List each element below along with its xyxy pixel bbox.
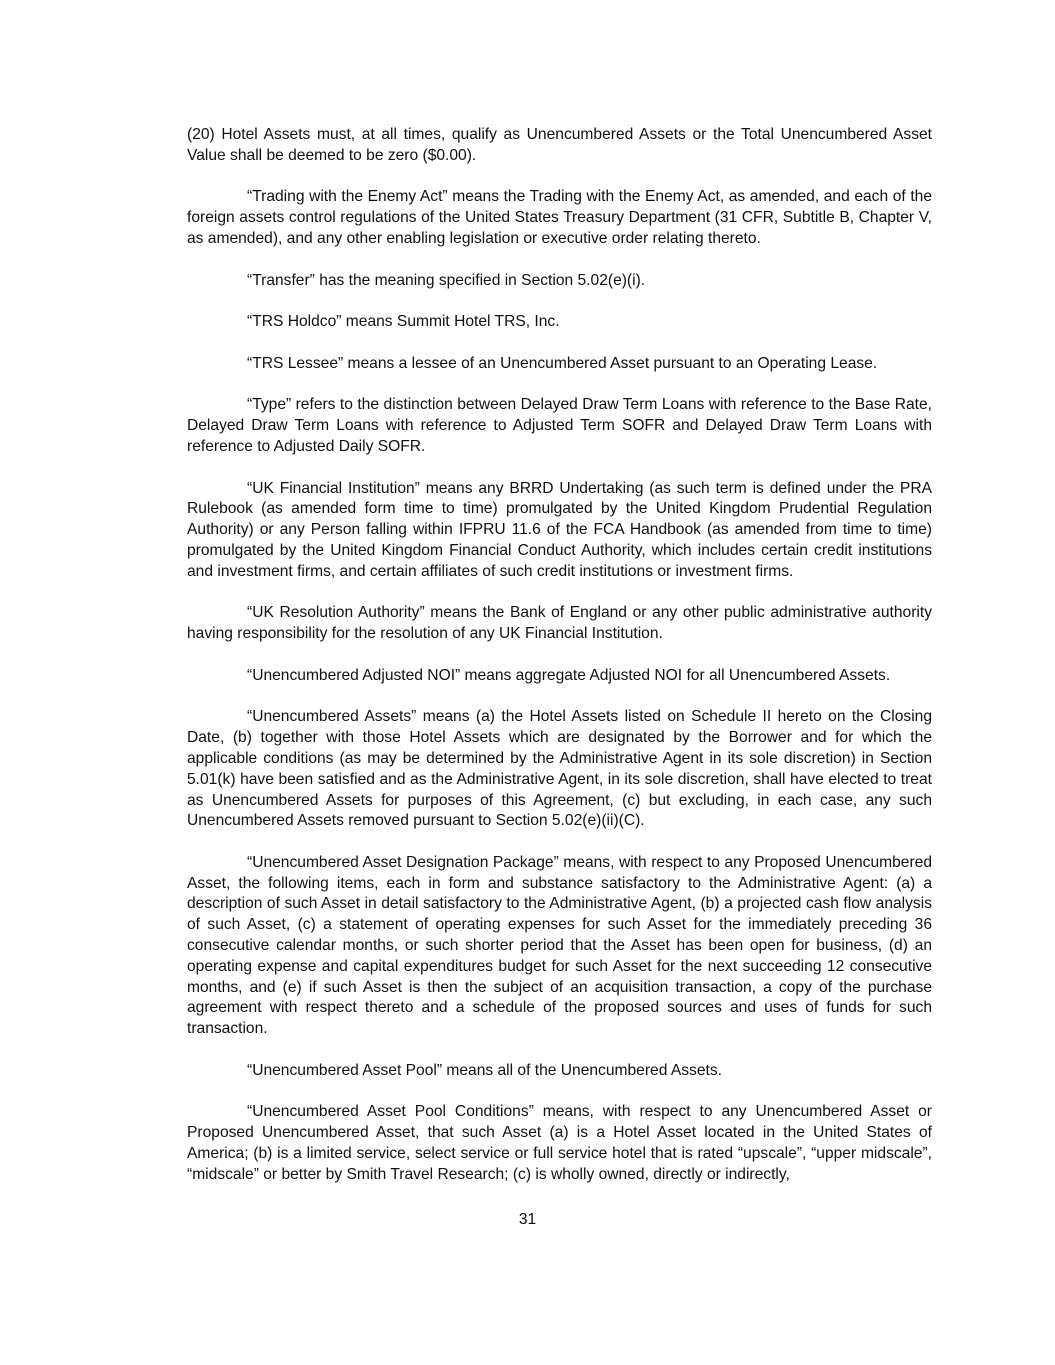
definition-unencumbered-asset-designation-package: “Unencumbered Asset Designation Package” means, with respect to any Proposed Unencumbered Asset, the following items, each in form and substance satisfactory to the Administrative Agent: (a) a description of such Asset in detail satisfactory to the Administrative Agent, (b) a projected cash flow analysis of such Asset, (c) a statement of operating expenses for such Asset for the immediately preceding 36 consecutive calendar months, or such shorter period that the Asset has been open for business, (d) an operating expense and capital expenditures budget for such Asset for the next succeeding 12 consecutive months, and (e) if such Asset is then the subject of an acquisition transaction, a copy of the purchase agreement with respect thereto and a schedule of the proposed sources and uses of funds for such transaction. <box>187 853 932 1038</box>
definition-trs-holdco: “TRS Holdco” means Summit Hotel TRS, Inc. <box>247 313 560 331</box>
definition-transfer: “Transfer” has the meaning specified in Section 5.02(e)(i). <box>247 271 646 289</box>
definition-uk-financial-institution: “UK Financial Institution” means any BRRD Undertaking (as such term is defined under the PRA Rulebook (as amended form time to time) promulgated by the United Kingdom Prudential Regulation Authority) or any Person falling within IFPRU 11.6 of the FCA Handbook (as amended from time to time) promulgated by the United Kingdom Financial Conduct Authority, which includes certain credit institutions and investment firms, and certain affiliates of such credit institutions or investment firms. <box>187 479 932 580</box>
definition-unencumbered-asset-pool-conditions: “Unencumbered Asset Pool Conditions” means, with respect to any Unencumbered Asset or Proposed Unencumbered Asset, that such Asset (a) is a Hotel Asset located in the United States of America; (b) is a limited service, select service or full service hotel that is rated “upscale”, “upper midscale”, “midscale” or better by Smith Travel Research; (c) is wholly owned, directly or indirectly, <box>187 1103 932 1183</box>
document-body <box>187 125 932 1186</box>
definition-unencumbered-assets: “Unencumbered Assets” means (a) the Hotel Assets listed on Schedule II hereto on the Closing Date, (b) together with those Hotel Assets which are designated by the Borrower and for which the applicable conditions (as may be determined by the Administrative Agent in its sole discretion) in Section 5.01(k) have been satisfied and as the Administrative Agent, in its sole discretion, shall have elected to treat as Unencumbered Assets for purposes of this Agreement, (c) but excluding, in each case, any such Unencumbered Assets removed pursuant to Section 5.02(e)(ii)(C). <box>187 708 932 830</box>
definition-uk-resolution-authority: “UK Resolution Authority” means the Bank of England or any other public administrative authority having responsibility for the resolution of any UK Financial Institution. <box>187 604 932 643</box>
definition-trading-with-the-enemy-act: “Trading with the Enemy Act” means the Trading with the Enemy Act, as amended, and each of the foreign assets control regulations of the United States Treasury Department (31 CFR, Subtitle B, Chapter V, as amended), and any other enabling legislation or executive order relating thereto. <box>187 188 932 247</box>
definition-trs-lessee: “TRS Lessee” means a lessee of an Unencumbered Asset pursuant to an Operating Lease. <box>247 354 878 372</box>
paragraph-hotel-assets-condition: (20) Hotel Assets must, at all times, qualify as Unencumbered Assets or the Total Unencumbered Asset Value shall be deemed to be zero ($0.00). <box>187 126 932 164</box>
definition-type: “Type” refers to the distinction between Delayed Draw Term Loans with reference to the Base Rate, Delayed Draw Term Loans with reference to Adjusted Term SOFR and Delayed Draw Term Loans with reference to Adjusted Daily SOFR. <box>187 396 932 455</box>
definition-unencumbered-adjusted-noi: “Unencumbered Adjusted NOI” means aggregate Adjusted NOI for all Unencumbered Assets. <box>247 666 891 684</box>
definition-unencumbered-asset-pool: “Unencumbered Asset Pool” means all of the Unencumbered Assets. <box>247 1061 722 1079</box>
page-number: 31 <box>518 1211 537 1228</box>
